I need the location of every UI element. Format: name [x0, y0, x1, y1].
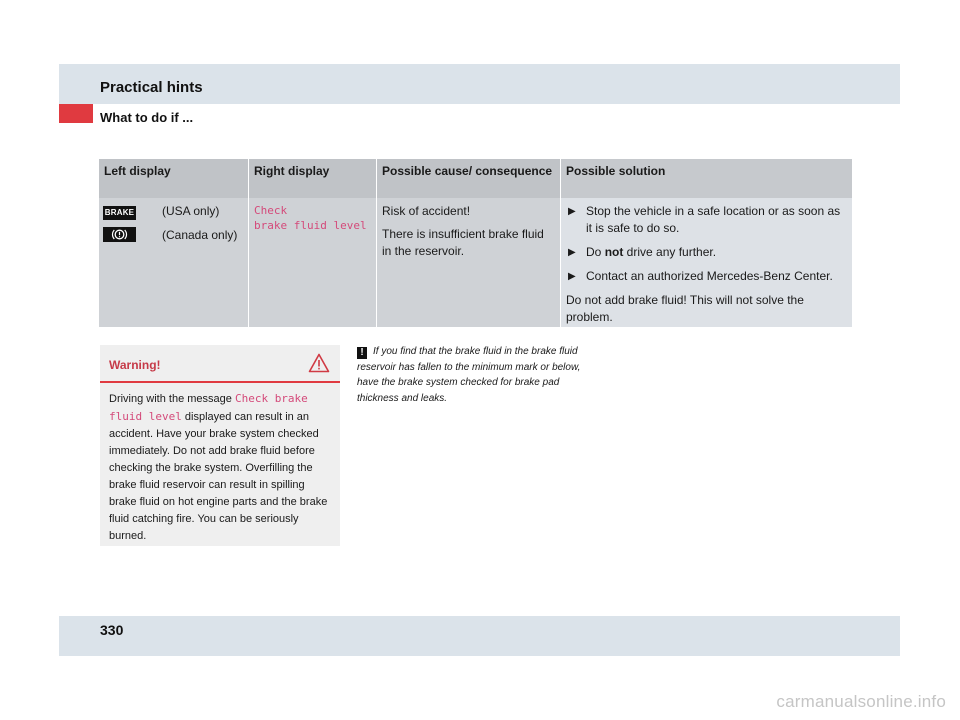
arrow-right-icon: ▶ — [568, 206, 576, 217]
column-header-left-display: Left display — [99, 159, 248, 198]
right-display-column — [249, 159, 376, 327]
section-title: Practical hints — [100, 79, 203, 96]
solution-step-contact-text: Contact an authorized Mercedes-Benz Center. — [586, 269, 833, 283]
warning-text-pre: Driving with the message — [109, 393, 235, 405]
brake-warning-circle-icon — [103, 227, 136, 242]
cause-column — [377, 159, 560, 327]
note-block — [357, 344, 602, 406]
cause-description-text: There is insufficient brake fluid in the reservoir. — [382, 227, 544, 258]
left-display-column — [99, 159, 248, 327]
display-message-table — [99, 159, 852, 327]
solution-step-contact — [566, 268, 846, 285]
arrow-right-icon: ▶ — [568, 247, 576, 258]
usa-only-label: (USA only) — [162, 204, 220, 218]
column-header-right-display: Right display — [249, 159, 376, 198]
usa-indicator-row — [103, 203, 243, 220]
canada-indicator-row — [103, 227, 243, 244]
warning-text-post: displayed can result in an accident. Have your brake system checked immediately. Do not add brake fluid before checking the brake system. Overfilling the brake fluid reservoir can result in spilling brake fluid on hot engine parts and the brake fluid catching fire. You can be seriously burned. — [109, 411, 328, 542]
column-header-solution: Possible solution — [561, 159, 852, 198]
warning-text-message: Check brake fluid level — [109, 392, 308, 423]
warning-header — [100, 345, 340, 383]
display-message-line1: Check — [254, 204, 288, 217]
column-header-cause: Possible cause/ consequence — [377, 159, 560, 198]
cause-cell — [377, 198, 560, 327]
solution-cell — [561, 198, 852, 327]
solution-note-text: Do not add brake fluid! This will not solve the problem. — [566, 293, 804, 324]
cause-risk-text: Risk of accident! — [382, 204, 471, 218]
display-message-line2: brake fluid level — [254, 219, 367, 232]
page-number: 330 — [100, 622, 124, 638]
canada-only-label: (Canada only) — [162, 228, 238, 242]
warning-body — [109, 390, 335, 545]
warning-triangle-icon — [308, 353, 330, 378]
brake-icon: BRAKE — [103, 206, 136, 220]
footer-band — [59, 616, 900, 656]
solution-step-stop-text: Stop the vehicle in a safe location or as soon as it is safe to do so. — [586, 204, 841, 235]
solution-step-stop — [566, 203, 846, 237]
warning-title: Warning! — [109, 358, 161, 372]
solution-step-no-drive — [566, 244, 846, 261]
right-display-cell — [249, 198, 376, 327]
solution-step-no-drive-bold: not — [604, 245, 624, 259]
solution-step-no-drive-post: drive any further. — [623, 245, 717, 259]
arrow-right-icon: ▶ — [568, 271, 576, 282]
solution-step-no-drive-pre: Do — [586, 245, 605, 259]
solution-column — [561, 159, 852, 327]
exclamation-icon: ! — [357, 347, 367, 359]
left-display-cell — [99, 198, 248, 327]
subsection-title: What to do if ... — [100, 110, 194, 125]
warning-box — [100, 345, 340, 546]
red-tab-marker — [59, 104, 93, 123]
note-text: If you find that the brake fluid in the brake fluid reservoir has fallen to the minimum mark or below, have the brake system checked for brake pad thickness and leaks. — [357, 346, 581, 404]
watermark: carmanualsonline.info — [776, 692, 946, 711]
